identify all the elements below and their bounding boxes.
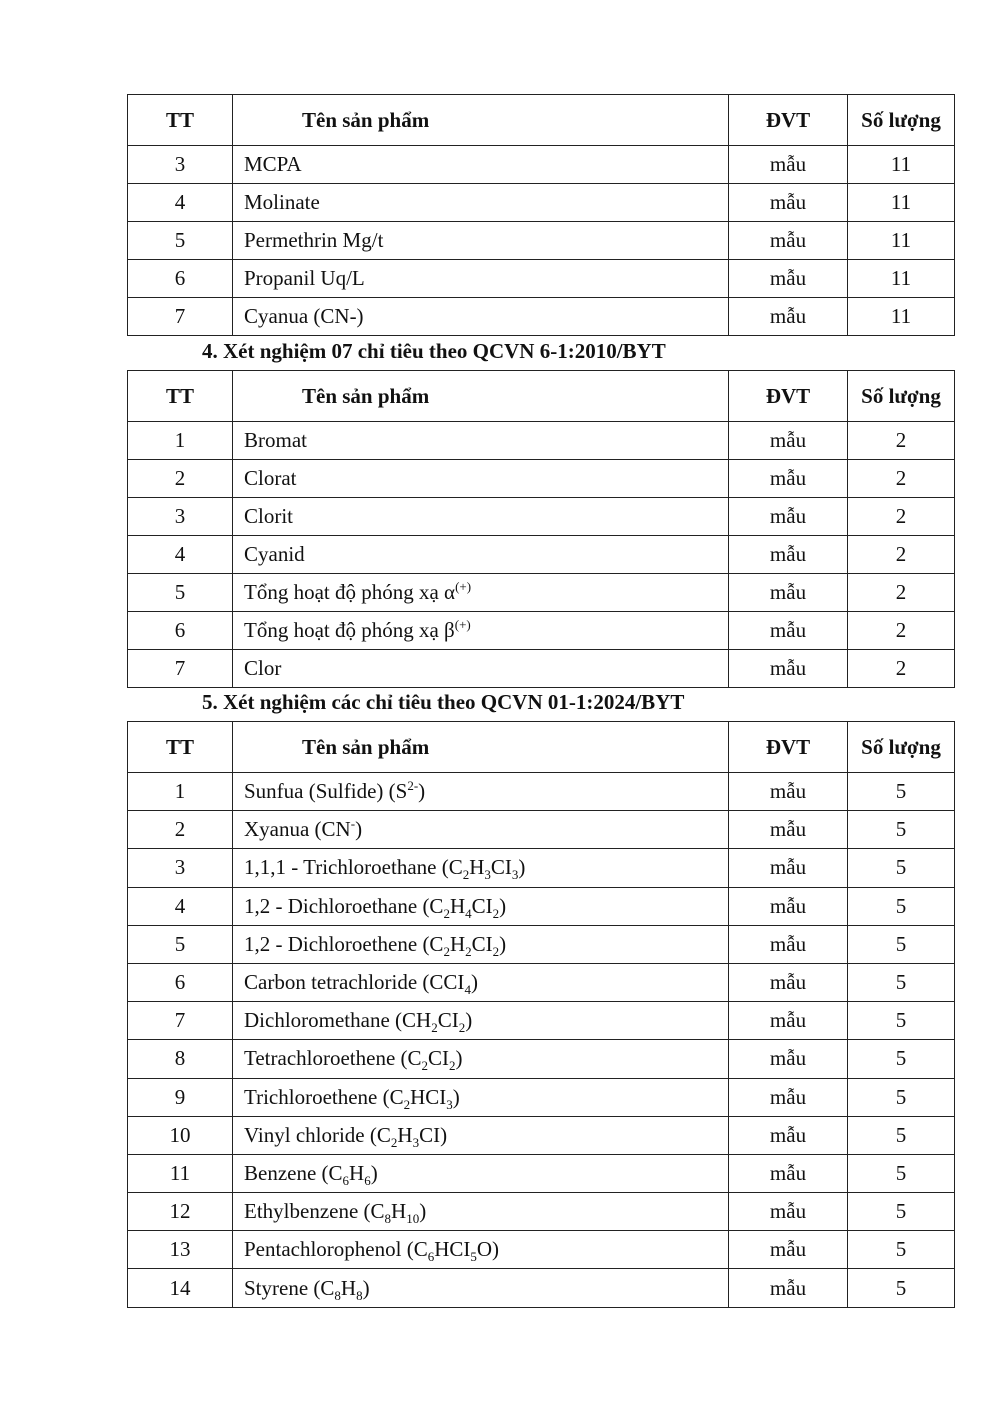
table-row [128,1078,955,1116]
product-name [233,650,729,688]
name-text: ) [452,1084,460,1109]
header-tt: TT [128,722,233,773]
row-number: 5 [128,222,233,260]
subscript: 2 [431,1020,438,1036]
unit: mẫu [729,612,848,650]
product-name [233,184,729,222]
table-row [128,498,955,536]
table-row [128,1002,955,1040]
name-text: Dichloromethane (CH [244,1008,432,1033]
name-text: CI [471,931,493,956]
unit: mẫu [729,184,848,222]
subscript: 2 [492,905,500,921]
table-header-row [128,371,955,422]
table-row [128,925,955,963]
header-unit: ĐVT [729,722,848,773]
name-text: ) [470,970,478,995]
unit: mẫu [729,536,848,574]
name-text: Carbon tetrachloride (CCI [244,970,465,995]
quantity: 5 [848,963,955,1001]
row-number: 8 [128,1040,233,1078]
table-row [128,1231,955,1269]
name-text: O) [476,1237,500,1262]
superscript: (+) [454,617,471,632]
name-text: ) [418,779,426,804]
product-name [233,1078,729,1116]
table-row [128,536,955,574]
unit: mẫu [729,887,848,925]
name-text: CI) [419,1122,448,1147]
row-number: 13 [128,1231,233,1269]
row-number: 7 [128,1002,233,1040]
product-name [233,498,729,536]
header-unit: ĐVT [729,95,848,146]
row-number: 3 [128,849,233,887]
quantity: 2 [848,498,955,536]
row-number: 4 [128,184,233,222]
row-number: 5 [128,925,233,963]
table-row [128,887,955,925]
product-name [233,422,729,460]
header-tt: TT [128,371,233,422]
table-row [128,612,955,650]
name-text: Tổng hoạt độ phóng xạ α [244,580,456,604]
row-number: 9 [128,1078,233,1116]
superscript: (+) [455,579,472,594]
subscript: 8 [334,1287,341,1303]
name-text: Ethylbenzene (C [244,1199,385,1224]
product-name [233,222,729,260]
subscript: 2 [458,1020,466,1036]
row-number: 4 [128,536,233,574]
quantity: 2 [848,536,955,574]
quantity: 11 [848,222,955,260]
name-text: MCPA [244,152,302,176]
quantity: 2 [848,422,955,460]
unit: mẫu [729,260,848,298]
quantity: 5 [848,1231,955,1269]
name-text: Clor [244,656,282,680]
name-text: 1,1,1 - Trichloroethane (C [244,855,463,880]
name-text: ) [499,931,507,956]
table-row [128,146,955,184]
unit: mẫu [729,298,848,336]
table-row [128,963,955,1001]
subscript: 2 [403,1096,411,1112]
unit: mẫu [729,773,848,811]
name-text: Bromat [244,428,307,452]
name-text: 1,2 - Dichloroethene (C [244,931,444,956]
name-text: Trichloroethene (C [244,1084,404,1109]
table-row [128,849,955,887]
subscript: 3 [511,867,519,883]
subscript: 10 [406,1211,420,1227]
table-row [128,184,955,222]
name-text: ) [370,1160,378,1185]
unit: mẫu [729,925,848,963]
table-section-5 [127,721,955,1308]
quantity: 5 [848,1193,955,1231]
quantity: 5 [848,925,955,963]
row-number: 7 [128,650,233,688]
header-qty: Số lượng [848,722,955,773]
unit: mẫu [729,1154,848,1192]
name-text: H [349,1160,365,1185]
quantity: 5 [848,849,955,887]
row-number: 11 [128,1154,233,1192]
row-number: 1 [128,773,233,811]
product-name [233,963,729,1001]
name-text: H [340,1275,357,1300]
name-text: HCI [410,1084,447,1109]
unit: mẫu [729,498,848,536]
name-text: H [397,1122,413,1147]
header-name: Tên sản phẩm [233,722,729,773]
name-text: H [449,893,466,918]
superscript: 2- [407,778,419,794]
table-section-4 [127,370,955,688]
table-row [128,574,955,612]
row-number: 3 [128,146,233,184]
name-text: ) [419,1199,427,1224]
row-number: 6 [128,612,233,650]
table-row [128,222,955,260]
row-number: 2 [128,811,233,849]
name-text: H [449,931,466,956]
subscript: 5 [470,1249,477,1265]
table-row [128,422,955,460]
name-text: ) [362,1275,370,1300]
product-name [233,849,729,887]
subscript: 2 [390,1134,398,1150]
unit: mẫu [729,1193,848,1231]
product-name [233,612,729,650]
header-name: Tên sản phẩm [233,371,729,422]
product-name [233,811,729,849]
unit: mẫu [729,849,848,887]
table-header-row [128,722,955,773]
quantity: 5 [848,887,955,925]
row-number: 3 [128,498,233,536]
subscript: 2 [421,1058,429,1074]
quantity: 5 [848,811,955,849]
name-text: Xyanua (CN [244,817,351,842]
subscript: 2 [462,867,470,883]
product-name [233,460,729,498]
quantity: 2 [848,574,955,612]
quantity: 5 [848,1078,955,1116]
row-number: 10 [128,1116,233,1154]
unit: mẫu [729,1269,848,1307]
name-text: CI [428,1046,450,1071]
quantity: 11 [848,298,955,336]
product-name [233,298,729,336]
name-text: H [469,855,485,880]
name-text: Molinate [244,190,320,214]
name-text: Tetrachloroethene (C [244,1046,422,1071]
unit: mẫu [729,811,848,849]
quantity: 11 [848,184,955,222]
subscript: 2 [443,944,450,960]
quantity: 11 [848,260,955,298]
row-number: 6 [128,963,233,1001]
unit: mẫu [729,1002,848,1040]
table-row [128,1269,955,1307]
quantity: 5 [848,1002,955,1040]
product-name [233,1040,729,1078]
subscript: 2 [449,1058,456,1074]
row-number: 7 [128,298,233,336]
header-unit: ĐVT [729,371,848,422]
product-name [233,1154,729,1192]
product-name [233,925,729,963]
unit: mẫu [729,1040,848,1078]
row-number: 1 [128,422,233,460]
header-qty: Số lượng [848,371,955,422]
name-text: Benzene (C [244,1160,343,1185]
product-name [233,1116,729,1154]
table-row [128,460,955,498]
product-name [233,260,729,298]
table-row [128,773,955,811]
table-row [128,1154,955,1192]
name-text: CI [490,855,512,880]
subscript: 2 [443,905,450,921]
subscript: 3 [484,867,491,883]
name-text: Pentachlorophenol (C [244,1237,428,1262]
quantity: 11 [848,146,955,184]
subscript: 4 [464,982,471,998]
subscript: 6 [427,1249,435,1265]
name-text: Cyanid [244,542,305,566]
name-text: ) [355,817,363,842]
subscript: 3 [412,1134,420,1150]
quantity: 5 [848,1116,955,1154]
product-name [233,146,729,184]
name-text: Tổng hoạt độ phóng xạ β [244,618,455,642]
unit: mẫu [729,650,848,688]
name-text: ) [455,1046,463,1071]
product-name [233,1002,729,1040]
subscript: 8 [384,1211,392,1227]
quantity: 2 [848,650,955,688]
table-row [128,1040,955,1078]
name-text: Styrene (C [244,1275,335,1300]
header-qty: Số lượng [848,95,955,146]
name-text: Propanil Uq/L [244,266,365,290]
name-text: HCI [434,1237,471,1262]
name-text: Sunfua (Sulfide) (S [244,779,408,804]
product-name [233,1269,729,1307]
table-row [128,1116,955,1154]
table-row [128,811,955,849]
name-text: ) [465,1008,473,1033]
table-row [128,650,955,688]
product-name [233,536,729,574]
header-name: Tên sản phẩm [233,95,729,146]
name-text: ) [499,893,507,918]
row-number: 4 [128,887,233,925]
table-header-row [128,95,955,146]
unit: mẫu [729,1231,848,1269]
name-text: 1,2 - Dichloroethane (C [244,893,444,918]
unit: mẫu [729,1116,848,1154]
subscript: 2 [492,944,500,960]
subscript: 2 [465,944,472,960]
subscript: 3 [446,1096,453,1112]
name-text: H [391,1199,407,1224]
subscript: 8 [356,1287,363,1303]
quantity: 2 [848,460,955,498]
name-text: Permethrin Mg/t [244,228,384,252]
product-name [233,1193,729,1231]
table-continued [127,94,955,336]
table-row [128,298,955,336]
name-text: CI [471,893,493,918]
unit: mẫu [729,460,848,498]
unit: mẫu [729,1078,848,1116]
subscript: 4 [465,905,472,921]
unit: mẫu [729,963,848,1001]
quantity: 5 [848,1269,955,1307]
quantity: 5 [848,1154,955,1192]
row-number: 6 [128,260,233,298]
section-4-heading: 4. Xét nghiệm 07 chỉ tiêu theo QCVN 6-1:2010/BYT [202,339,666,363]
quantity: 5 [848,1040,955,1078]
name-text: Clorat [244,466,297,490]
subscript: 6 [342,1173,350,1189]
unit: mẫu [729,146,848,184]
product-name [233,574,729,612]
name-text: Vinyl chloride (C [244,1122,391,1147]
name-text: CI [437,1008,459,1033]
name-text: Cyanua (CN-) [244,304,364,328]
name-text: Clorit [244,504,294,528]
superscript: - [350,816,356,832]
table-row [128,260,955,298]
product-name [233,887,729,925]
section-5-heading: 5. Xét nghiệm các chỉ tiêu theo QCVN 01-1:2024/BYT [202,690,685,714]
subscript: 6 [364,1173,371,1189]
unit: mẫu [729,574,848,612]
row-number: 2 [128,460,233,498]
unit: mẫu [729,422,848,460]
table-row [128,1193,955,1231]
product-name [233,773,729,811]
row-number: 5 [128,574,233,612]
name-text: ) [518,855,526,880]
header-tt: TT [128,95,233,146]
product-name [233,1231,729,1269]
row-number: 12 [128,1193,233,1231]
quantity: 2 [848,612,955,650]
row-number: 14 [128,1269,233,1307]
quantity: 5 [848,773,955,811]
unit: mẫu [729,222,848,260]
